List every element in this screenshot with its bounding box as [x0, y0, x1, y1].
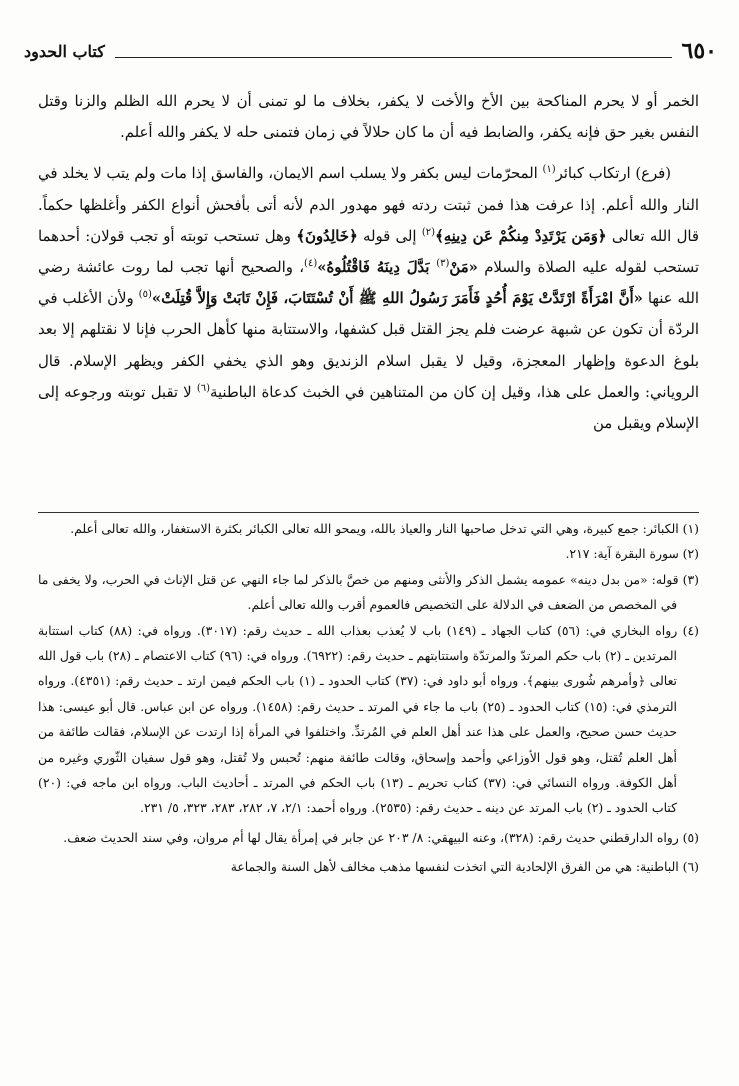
footnotes [38, 516, 699, 880]
footnote-5: (٥) رواه الدارقطني حديث رقم: (٣٢٨)، وعنه البيهقي: ٨/ ٢٠٣ عن جابر في إمرأة يقال لها أم مروان، وفي سند الحديث ضعف. [63, 829, 699, 845]
footnote-6: (٦) الباطنية: هي من الفرق الإلحادية التي اتخذت لنفسها مذهب مخالف لأهل السنة والجماعة [230, 859, 699, 875]
hadith-quote-1a: «مَنْ [449, 259, 478, 277]
p2-text-b: المحرّمات ليس بكفر ولا يسلب اسم الايمان، والفاسق إذا مات ولم يتب لا يخلد في النار والله أعلم. إذا عرفت هذا فمن ثبتت ردته فهو مهدور الدم لأنه أتى بأفحش أنواع الكفر وأغلظها حكماً. قال الله تعالى [38, 165, 699, 245]
quran-quote-1: ﴿وَمَن يَرْتَدِدْ مِنكُمْ عَن دِينِهِ﴾ [435, 227, 607, 245]
footnote-ref-5: (٥) [138, 289, 152, 301]
footnote-ref-6: (٦) [196, 382, 211, 394]
p2-text-d: وهل تستحب توبته أو تجب قولان: أحدهما تستحب لقوله عليه الصلاة والسلام [38, 227, 699, 277]
quran-quote-2: ﴿خَالِدُونَ﴾ [296, 227, 358, 245]
footnote-2: (٢) سورة البقرة آية: ٢١٧. [565, 546, 699, 562]
p2-text-f: ولأن الأغلب في الردّة أن تكون عن شبهة عرضت فلم يجز القتل قبل كشفها، والاستتابة منها كأهل الحرب فإنا لا نقتلهم إلا بعد بلوغ الدعوة وإظهار المعجزة، وقيل لا يقبل اسلام الزنديق وهو الذي يخفي الكفر ويظهر الإسلام. قال الروياني: والعمل على هذا، وقيل إن كان من المتناهين في الخبث كدعاة الباطنية [38, 290, 699, 401]
p2-text-a: (فرع) ارتكاب كبائر [555, 165, 671, 183]
footnote-ref-1: (١) [542, 164, 556, 176]
footnote-divider [38, 512, 699, 513]
hadith-quote-2: «أَنَّ امْرَأَةً ارْتَدَّتْ يَوْمَ أُحُدٍ فَأَمَرَ رَسُولُ اللهِ ﷺ أَنْ تُسْتَتَابَ، فَإِنْ تَابَتْ وَإِلاَّ قُتِلَتْ» [151, 290, 643, 308]
paragraph-2 [38, 158, 699, 439]
p2-text-c: إلى قوله [357, 227, 422, 245]
paragraph-1: الخمر أو لا يحرم المناكحة بين الأخ والأخت لا يكفر، بخلاف ما لو تمنى أن لا يحرم الله الظلم والزنا وقتل النفس بغير حق فإنه يكفر، والضابط فيه أن ما كان حلالاً في زمان فتمنى حله لا يكفر والله أعلم. [38, 93, 699, 142]
footnote-3: (٣) قوله: «من بدل دينه» عمومه يشمل الذكر والأنثى ومنهم من خصَّ بالذكر لما جاء النهي عن قتل الإناث في الحرب، ولا يخفى ما في المخصص من الضعف في الدلالة على التخصيص فالعموم أقرب والله تعالى أعلم. [38, 571, 699, 613]
footnote-ref-2: (٢) [421, 226, 436, 238]
p2-text-g: لا تقبل توبته ورجوعه إلى الإسلام ويقبل من [38, 383, 699, 433]
p2-text-e: ، والصحيح أنها تجب لما روت عائشة رضي الله عنها [38, 259, 699, 308]
footnote-ref-3: (٣) [436, 258, 450, 270]
footnote-1: (١) الكبائر: جمع كبيرة، وهي التي تدخل صاحبها النار والعياذ بالله، ويمحو الله تعالى الكبائر بكثرة الاستغفار، والله تعالى أعلم. [70, 521, 699, 536]
chapter-title: كتاب الحدود [24, 41, 105, 61]
header-rule [115, 57, 672, 58]
footnote-4: (٤) رواه البخاري في: (٥٦) كتاب الجهاد ـ (١٤٩) باب لا يُعذب بعذاب الله ـ حديث رقم: (٣٠١٧). ورواه في: (٨٨) كتاب استتابة المرتدين ـ (٢) باب حكم المرتدّ والمرتدّة واستتابتهم ـ حديث رقم: (٦٩٢٢). ورواه في: (٩٦) كتاب الاعتصام ـ (٢٨) باب قول الله تعالى ﴿وأمرهم شُورى بينهم﴾. ورواه أبو داود في: (٣٧) كتاب الحدود ـ (١) باب الحكم فيمن ارتد ـ حديث رقم: (٤٣٥١). ورواه الترمذي في: (١٥) كتاب الحدود ـ (٢٥) باب ما جاء في المرتد ـ حديث رقم: (١٤٥٨). ورواه عن ابن عباس. قال أبو عيسى: هذا حديث حسن صحيح، والعمل على هذا عند أهل العلم في المُرتدِّ. واختلفوا في المرأة إذا ارتدت عن الإسلام، فقالت طائفة من أهل العلم تُقتل، وهو قول الأوزاعي وأحمد وإسحاق، وقالت طائفة منهم: تُحبس ولا تُقتل، وهو قول سفيان الثّوري وغيره من أهل الكوفة. ورواه النسائي في: (٣٧) كتاب تحريم ـ (١٣) باب الحكم في المرتد ـ أحاديث الباب. ورواه ابن ماجه في: (٢٠) كتاب الحدود ـ (٢) باب المرتد عن دينه ـ حديث رقم: (٢٥٣٥). ورواه أحمد: ٢/١، ٧، ٢٨٢، ٢٨٣، ٣٢٣، ٥/ ٢٣١. [38, 622, 699, 816]
footnote-ref-4: (٤) [304, 258, 318, 270]
page-header [24, 38, 717, 64]
hadith-quote-1b: بَدَّلَ دِينَهُ فَاقْتُلُوهُ» [317, 259, 437, 277]
main-text [38, 86, 699, 439]
page-number: ٦٥٠ [681, 38, 717, 64]
